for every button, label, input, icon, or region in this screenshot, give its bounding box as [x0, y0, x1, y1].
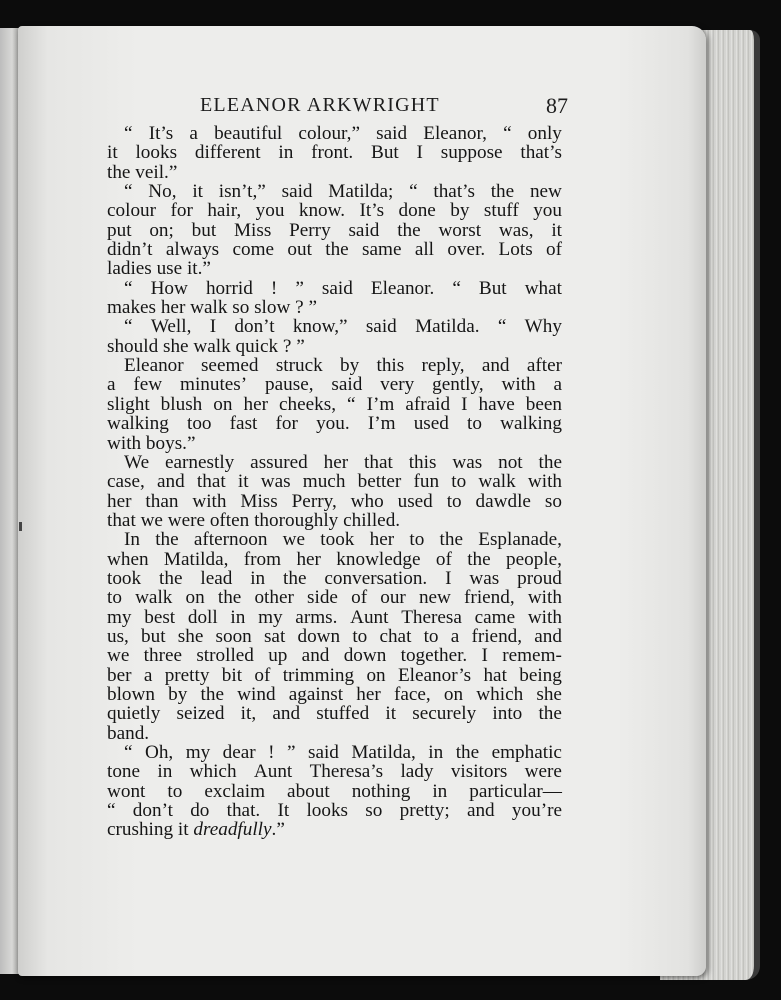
text-line: my best doll in my arms. Aunt Theresa came with — [107, 606, 562, 628]
text-line: should she walk quick ? ” — [107, 335, 305, 357]
margin-mark — [19, 522, 22, 531]
text-line: slight blush on her cheeks, “ I’m afraid I have been — [107, 393, 562, 415]
text-line: took the lead in the conversation. I was proud — [107, 567, 562, 589]
text-line: ladies use it.” — [107, 258, 211, 280]
text-line: with boys.” — [107, 432, 196, 454]
text-line: put on; but Miss Perry said the worst was, it — [107, 219, 562, 241]
text-line: didn’t always come out the same all over. Lots of — [107, 239, 562, 261]
text-line: that we were often thoroughly chilled. — [107, 509, 401, 531]
text-line: We earnestly assured her that this was not the — [124, 451, 562, 473]
text-line: case, and that it was much better fun to walk with — [107, 471, 562, 493]
page-number: 87 — [546, 93, 568, 118]
text-line: blown by the wind against her face, on which she — [107, 683, 562, 705]
page-header — [200, 94, 568, 120]
text-line: when Matilda, from her knowledge of the people, — [107, 548, 562, 570]
text-line: In the afternoon we took her to the Esplanade, — [124, 529, 562, 551]
text-line: “ Well, I don’t know,” said Matilda. “ Why — [124, 316, 562, 338]
text-line: a few minutes’ pause, said very gently, with a — [107, 374, 562, 396]
facing-page-edge — [0, 28, 20, 974]
text-line: “ Oh, my dear ! ” said Matilda, in the emphatic — [124, 742, 562, 763]
text-line: quietly seized it, and stuffed it securely into the — [107, 703, 562, 725]
text-line: to walk on the other side of our new friend, with — [107, 587, 562, 609]
italic-word: dreadfully — [188, 819, 272, 841]
text-line: walking too fast for you. I’m used to walking — [107, 413, 562, 435]
body-text — [107, 124, 562, 840]
text-line: Eleanor seemed struck by this reply, and after — [124, 355, 562, 377]
text-line: tone in which Aunt Theresa’s lady visitors were — [107, 761, 562, 783]
running-head: ELEANOR ARKWRIGHT — [200, 94, 440, 116]
text-line: colour for hair, you know. It’s done by stuff you — [107, 200, 562, 222]
text-line: her than with Miss Perry, who used to dawdle so — [107, 490, 562, 512]
text-line: wont to exclaim about nothing in particular— — [107, 780, 562, 802]
text-line: we three strolled up and down together. I remem- — [107, 645, 562, 667]
text-line: it looks different in front. But I suppose that’s — [107, 142, 562, 164]
text-line: the veil.” — [107, 161, 178, 183]
text-line: “ How horrid ! ” said Eleanor. “ But what — [124, 277, 562, 299]
text-line: crushing it dreadfully .” — [107, 819, 285, 841]
text-line: ber a pretty bit of trimming on Eleanor’s hat being — [107, 664, 562, 686]
text-line: “ It’s a beautiful colour,” said Eleanor, “ only — [124, 123, 562, 144]
text-line: “ No, it isn’t,” said Matilda; “ that’s the new — [124, 181, 562, 203]
text-line: band. — [107, 722, 150, 744]
text-line: makes her walk so slow ? ” — [107, 297, 317, 319]
text-line: us, but she soon sat down to chat to a friend, and — [107, 625, 562, 647]
text-line: “ don’t do that. It looks so pretty; and you’re — [107, 800, 562, 822]
